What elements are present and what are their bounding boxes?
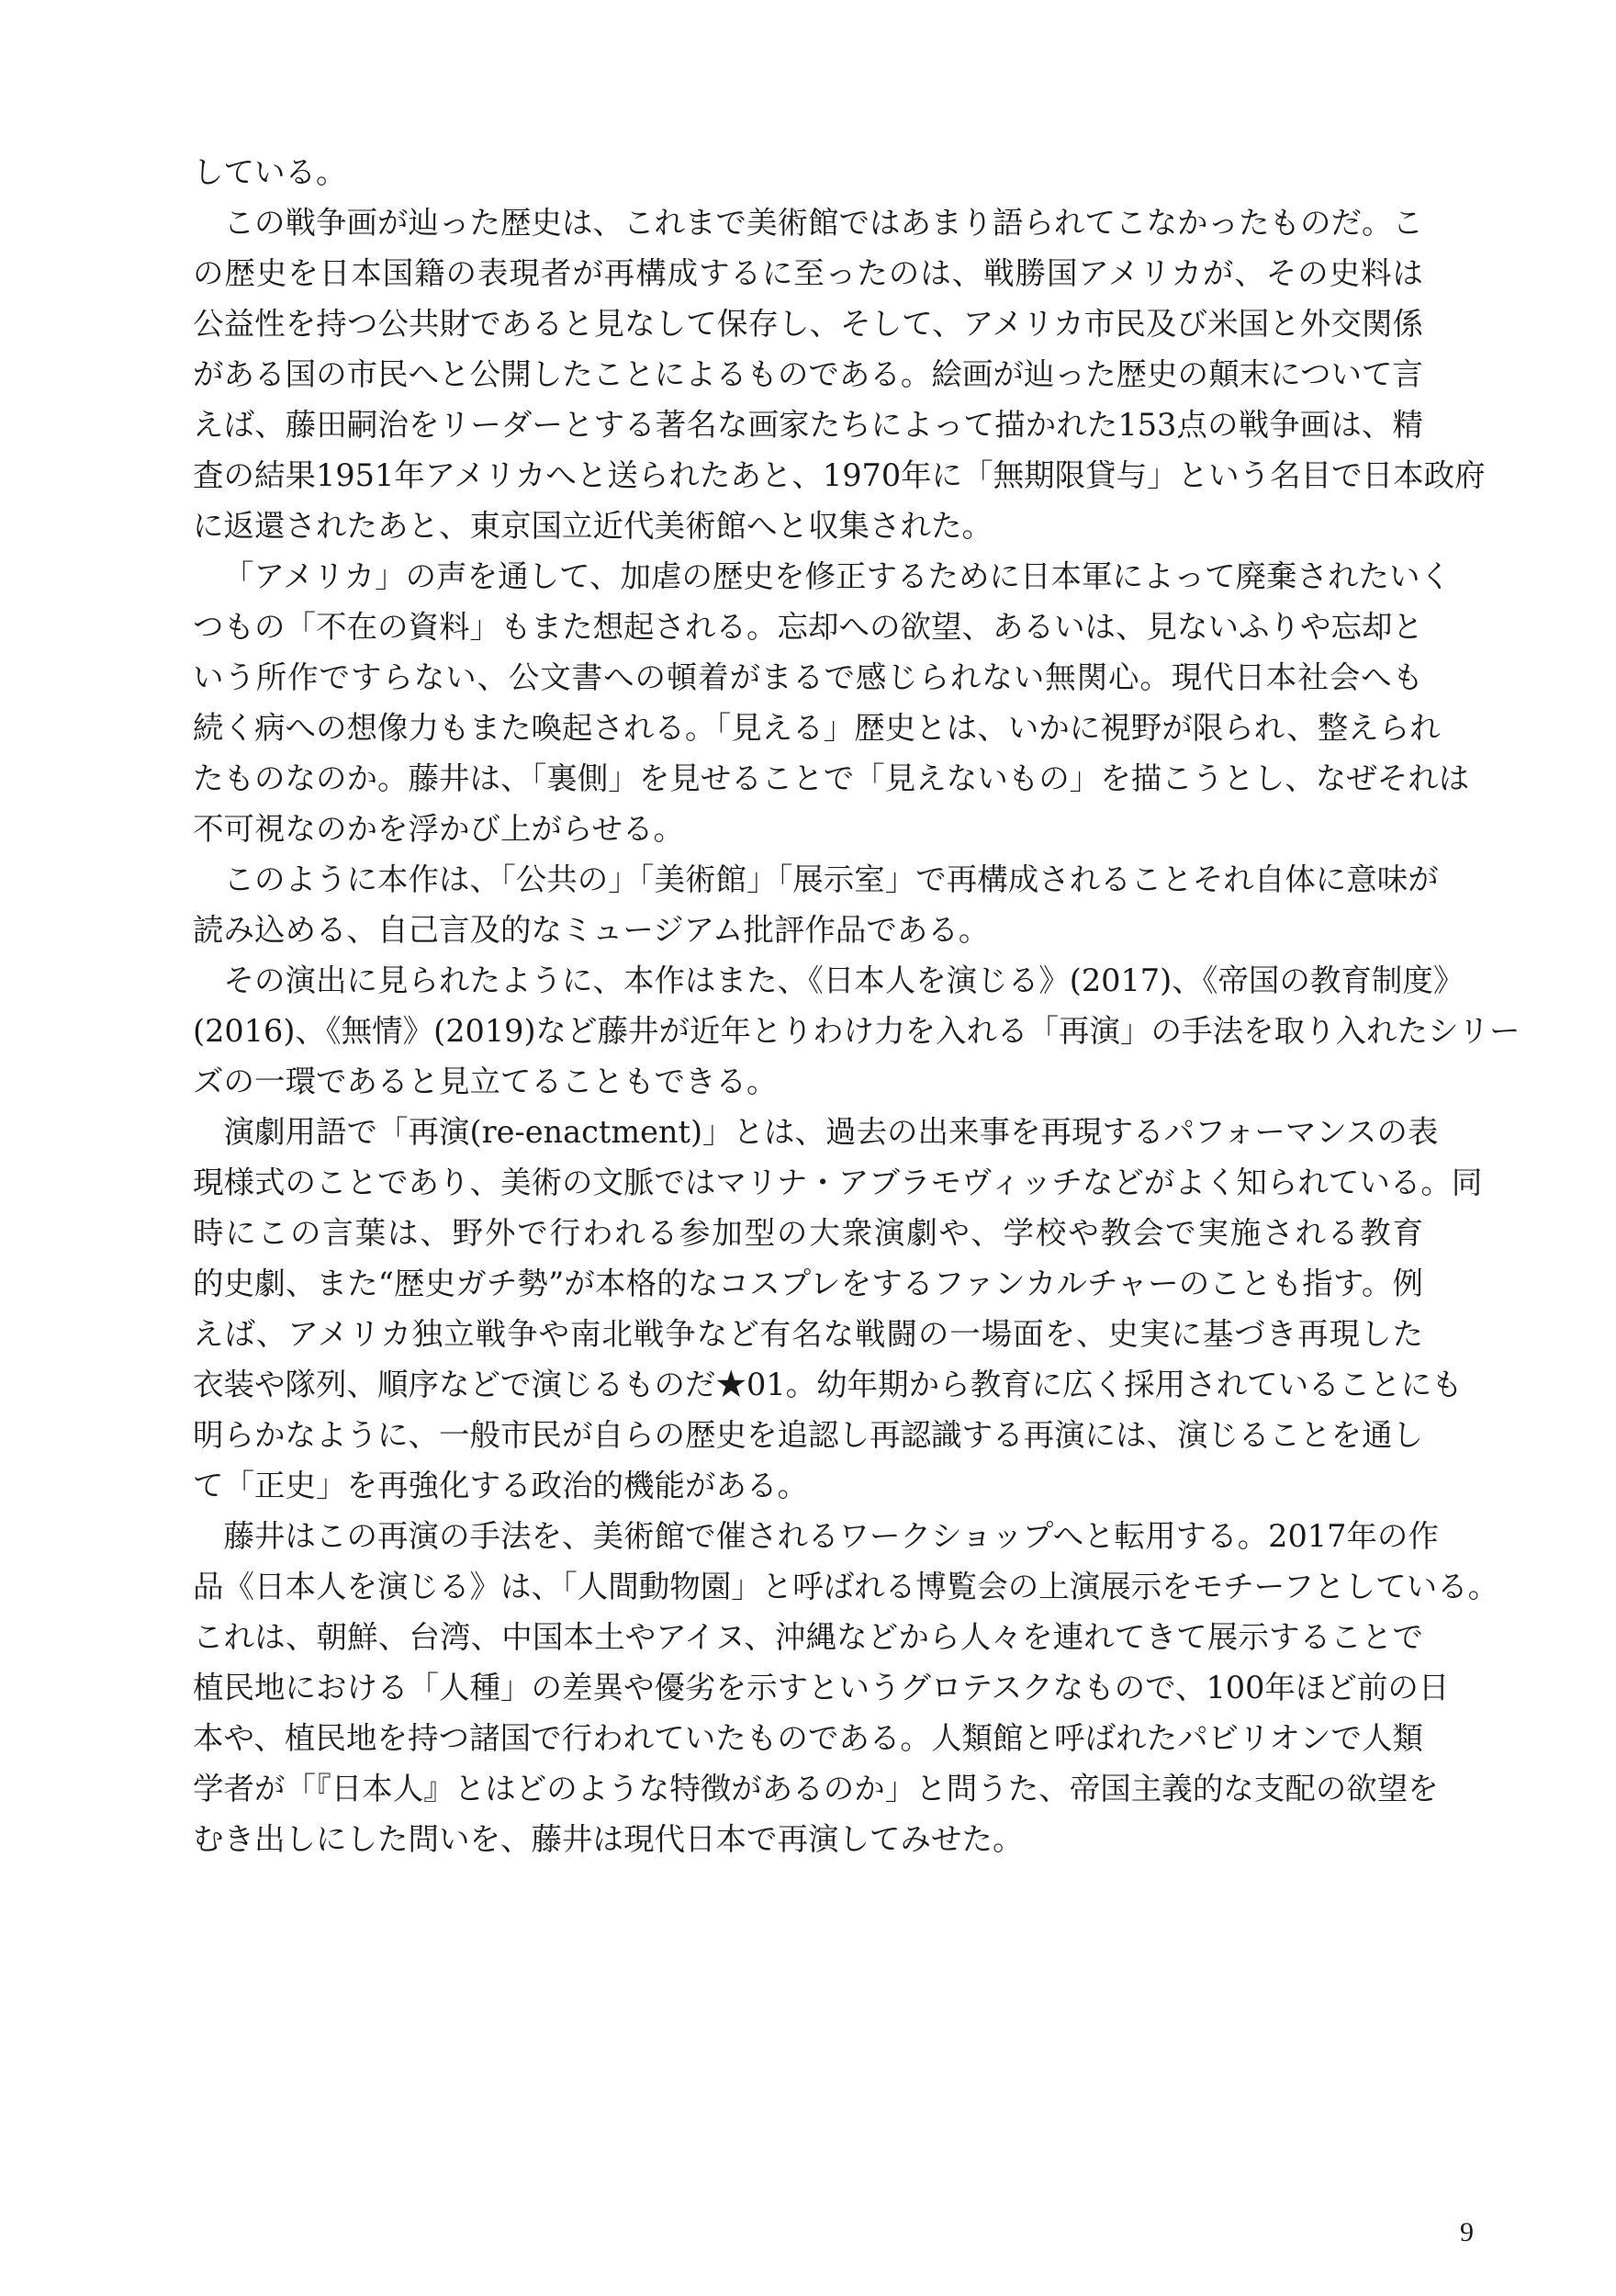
text-line: つもの「不在の資料」もまた想起される。忘却への欲望、あるいは、見ないふりや忘却と [193, 609, 1423, 645]
text-line: えば、アメリカ独立戦争や南北戦争など有名な戦闘の一場面を、史実に基づき再現した [193, 1316, 1423, 1352]
text-line: 品《日本人を演じる》は、「人間動物園」と呼ばれる博覧会の上演展示をモチーフとしている。 [193, 1569, 1499, 1604]
text-line: 公益性を持つ公共財であると見なして保存し、そして、アメリカ市民及び米国と外交関係 [193, 306, 1423, 342]
page-number: 9 [1460, 2217, 1474, 2247]
text-line: 不可視なのかを浮かび上がらせる。 [193, 811, 684, 847]
text-line: 時にこの言葉は、野外で行われる参加型の大衆演劇や、学校や教会で実施される教育 [193, 1215, 1423, 1251]
text-line: に返還されたあと、東京国立近代美術館へと収集された。 [193, 508, 993, 544]
text-line: このように本作は、「公共の」「美術館」「展示室」で再構成されることそれ自体に意味が [193, 861, 1439, 897]
text-line: たものなのか。藤井は、「裏側」を見せることで「見えないもの」を描こうとし、なぜそれは [193, 760, 1470, 796]
text-line: がある国の市民へと公開したことによるものである。絵画が辿った歴史の顛末について言 [193, 356, 1423, 392]
text-line: 明らかなように、一般市民が自らの歴史を追認し再認識する再演には、演じることを通し [193, 1417, 1423, 1453]
text-line: している。 [193, 154, 347, 190]
text-line: 続く病への想像力もまた喚起される。「見える」歴史とは、いかに視野が限られ、整えられ [193, 710, 1441, 746]
text-line: これは、朝鮮、台湾、中国本土やアイヌ、沖縄などから人々を連れてきて展示することで [193, 1619, 1423, 1655]
text-line: 学者が「『日本人』とはどのような特徴があるのか」と問うた、帝国主義的な支配の欲望を [193, 1771, 1439, 1806]
text-line: 本や、植民地を持つ諸国で行われていたものである。人類館と呼ばれたパビリオンで人類 [193, 1720, 1423, 1756]
text-line: の歴史を日本国籍の表現者が再構成するに至ったのは、戦勝国アメリカが、その史料は [193, 255, 1423, 291]
text-line: 現様式のことであり、美術の文脈ではマリナ・アブラモヴィッチなどがよく知られている。同 [193, 1165, 1483, 1200]
text-line: えば、藤田嗣治をリーダーとする著名な画家たちによって描かれた153点の戦争画は、精 [193, 407, 1423, 443]
text-line: て「正史」を再強化する政治的機能がある。 [193, 1468, 808, 1503]
text-line: 藤井はこの再演の手法を、美術館で催されるワークショップへと転用する。2017年の作 [193, 1518, 1439, 1554]
text-line: 査の結果1951年アメリカへと送られたあと、1970年に「無期限貸与」という名目で日本政府 [193, 457, 1486, 493]
body-text [193, 147, 1521, 1864]
text-line: (2016)、《無情》(2019)など藤井が近年とりわけ力を入れる「再演」の手法を取り入れたシリー [193, 1013, 1521, 1049]
text-line: 「アメリカ」の声を通して、加虐の歴史を修正するために日本軍によって廃棄されたいく [223, 558, 1451, 594]
text-line: 演劇用語で「再演(re-enactment)」とは、過去の出来事を再現するパフォーマンスの表 [193, 1114, 1439, 1150]
text-line: 読み込める、自己言及的なミュージアム批評作品である。 [193, 912, 990, 948]
text-line: この戦争画が辿った歴史は、これまで美術館ではあまり語られてこなかったものだ。こ [193, 205, 1423, 241]
text-line: その演出に見られたように、本作はまた、《日本人を演じる》(2017)、《帝国の教育制度》 [193, 962, 1464, 998]
text-line: 的史劇、また“歴史ガチ勢”が本格的なコスプレをするファンカルチャーのことも指す。例 [193, 1266, 1423, 1301]
text-line: ズの一環であると見立てることもできる。 [193, 1064, 778, 1099]
text-line: むき出しにした問いを、藤井は現代日本で再演してみせた。 [193, 1821, 1024, 1857]
text-line: 衣装や隊列、順序などで演じるものだ★01。幼年期から教育に広く採用されていることにも [193, 1367, 1463, 1402]
text-line: 植民地における「人種」の差異や優劣を示すというグロテスクなもので、100年ほど前の日 [193, 1670, 1450, 1705]
text-line: いう所作ですらない、公文書への頓着がまるで感じられない無関心。現代日本社会へも [193, 659, 1423, 695]
